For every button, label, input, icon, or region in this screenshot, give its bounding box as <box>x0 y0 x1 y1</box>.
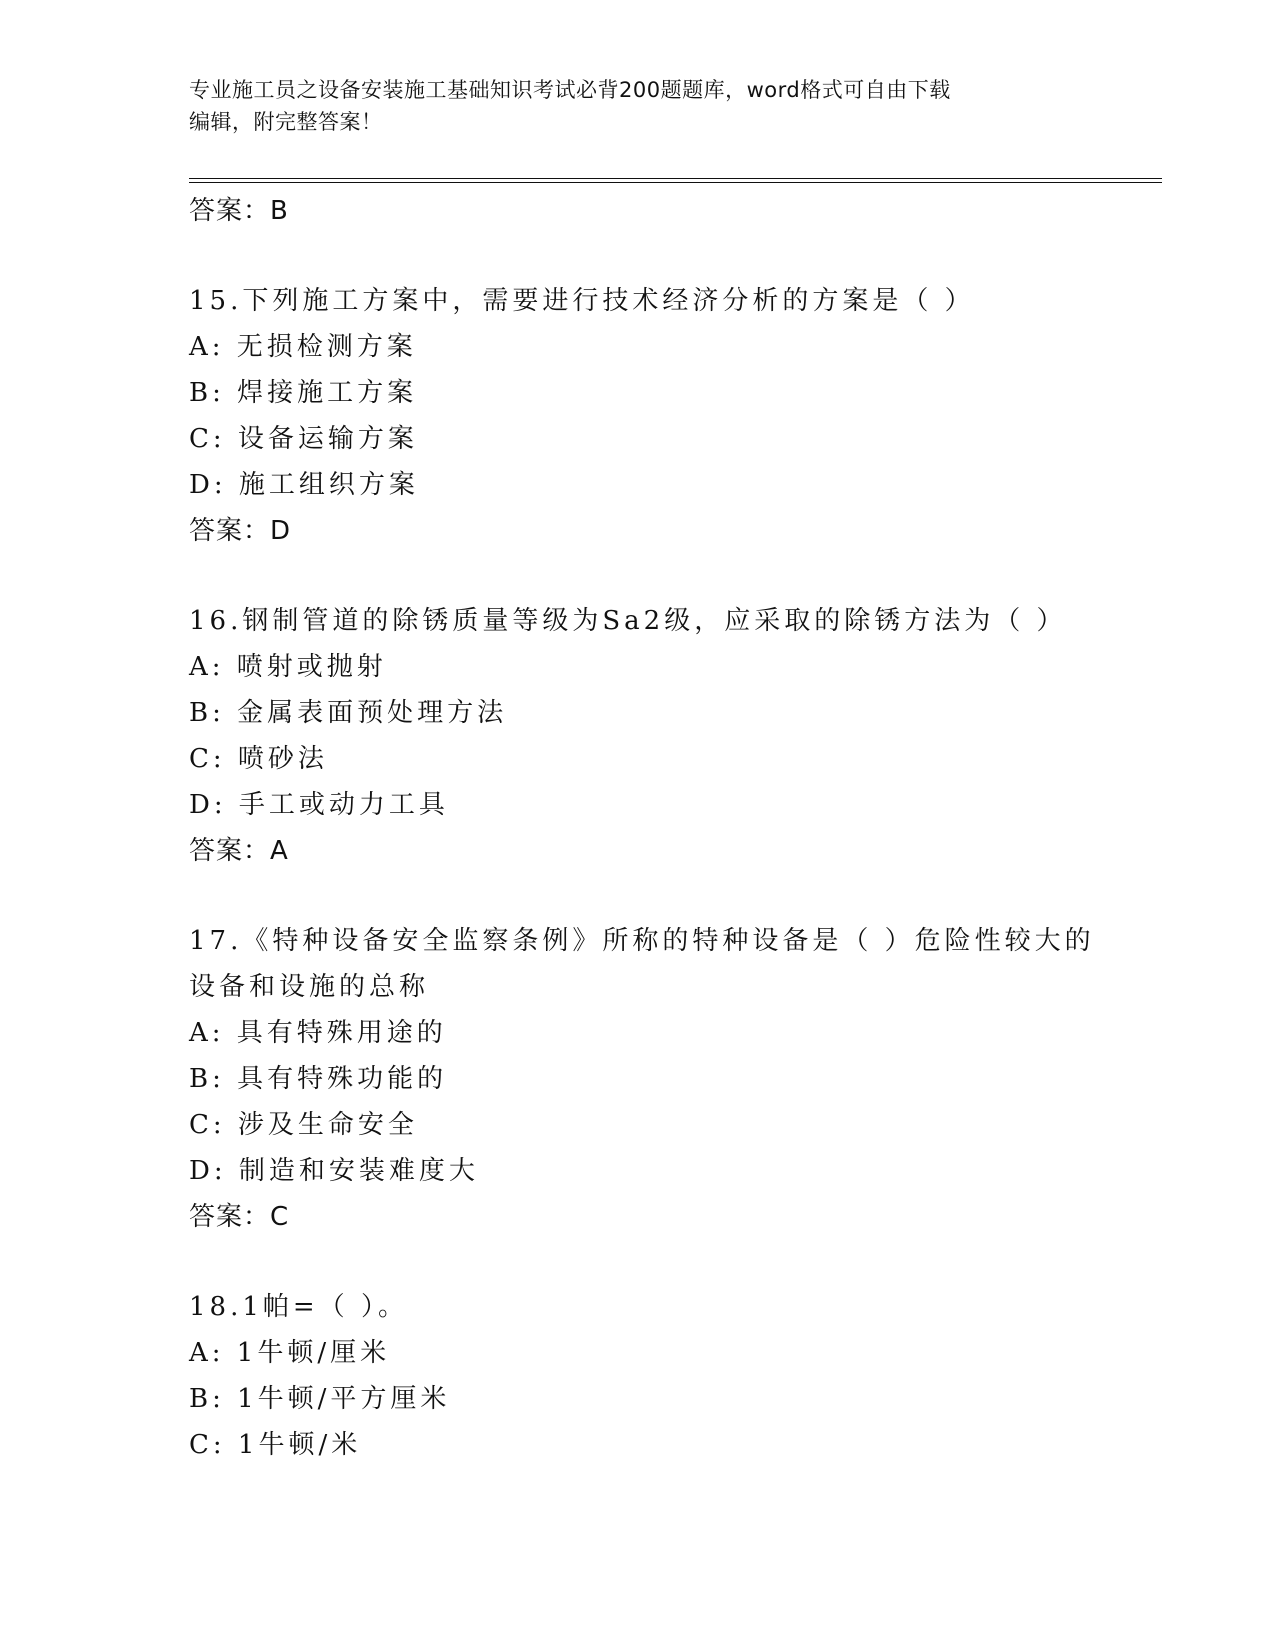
spacer <box>189 1240 1169 1284</box>
header-line-1: 专业施工员之设备安装施工基础知识考试必背200题题库，word格式可自由下载 <box>189 78 951 102</box>
answer-line: 答案：B <box>189 196 289 226</box>
question-stem-continued: 设备和设施的总称 <box>189 972 430 1002</box>
answer-line: 答案：D <box>189 516 292 546</box>
question-stem: 17.《特种设备安全监察条例》所称的特种设备是（ ）危险性较大的 <box>189 926 1095 956</box>
answer-line: 答案：A <box>189 836 289 866</box>
question-stem: 16.钢制管道的除锈质量等级为Sa2级，应采取的除锈方法为（ ） <box>189 606 1067 636</box>
option-b: B: 1牛顿/平方厘米 <box>189 1384 451 1414</box>
spacer <box>189 234 1169 278</box>
option-c: C: 喷砂法 <box>189 744 328 774</box>
option-b: B: 具有特殊功能的 <box>189 1064 448 1094</box>
question-block <box>189 1284 1169 1468</box>
header-line-2: 编辑，附完整答案！ <box>189 110 383 134</box>
document-body <box>189 188 1169 1468</box>
option-a: A: 无损检测方案 <box>189 332 417 362</box>
option-c: C: 设备运输方案 <box>189 424 418 454</box>
option-a: A: 具有特殊用途的 <box>189 1018 447 1048</box>
option-d: D: 制造和安装难度大 <box>189 1156 479 1186</box>
option-a: A: 喷射或抛射 <box>189 652 387 682</box>
question-block <box>189 918 1169 1240</box>
option-b: B: 焊接施工方案 <box>189 378 418 408</box>
header-divider-top <box>189 178 1162 179</box>
option-a: A: 1牛顿/厘米 <box>189 1338 391 1368</box>
question-block <box>189 598 1169 874</box>
option-d: D: 施工组织方案 <box>189 470 419 500</box>
option-c: C: 1牛顿/米 <box>189 1430 362 1460</box>
question-stem: 18.1帕=（ ）。 <box>189 1292 408 1322</box>
question-block <box>189 278 1169 554</box>
answer-line: 答案：C <box>189 1202 290 1232</box>
option-c: C: 涉及生命安全 <box>189 1110 418 1140</box>
document-header <box>189 74 1089 138</box>
question-stem: 15.下列施工方案中，需要进行技术经济分析的方案是（ ） <box>189 286 975 316</box>
header-divider-bottom <box>189 182 1162 183</box>
option-b: B: 金属表面预处理方法 <box>189 698 508 728</box>
spacer <box>189 874 1169 918</box>
option-d: D: 手工或动力工具 <box>189 790 449 820</box>
spacer <box>189 554 1169 598</box>
